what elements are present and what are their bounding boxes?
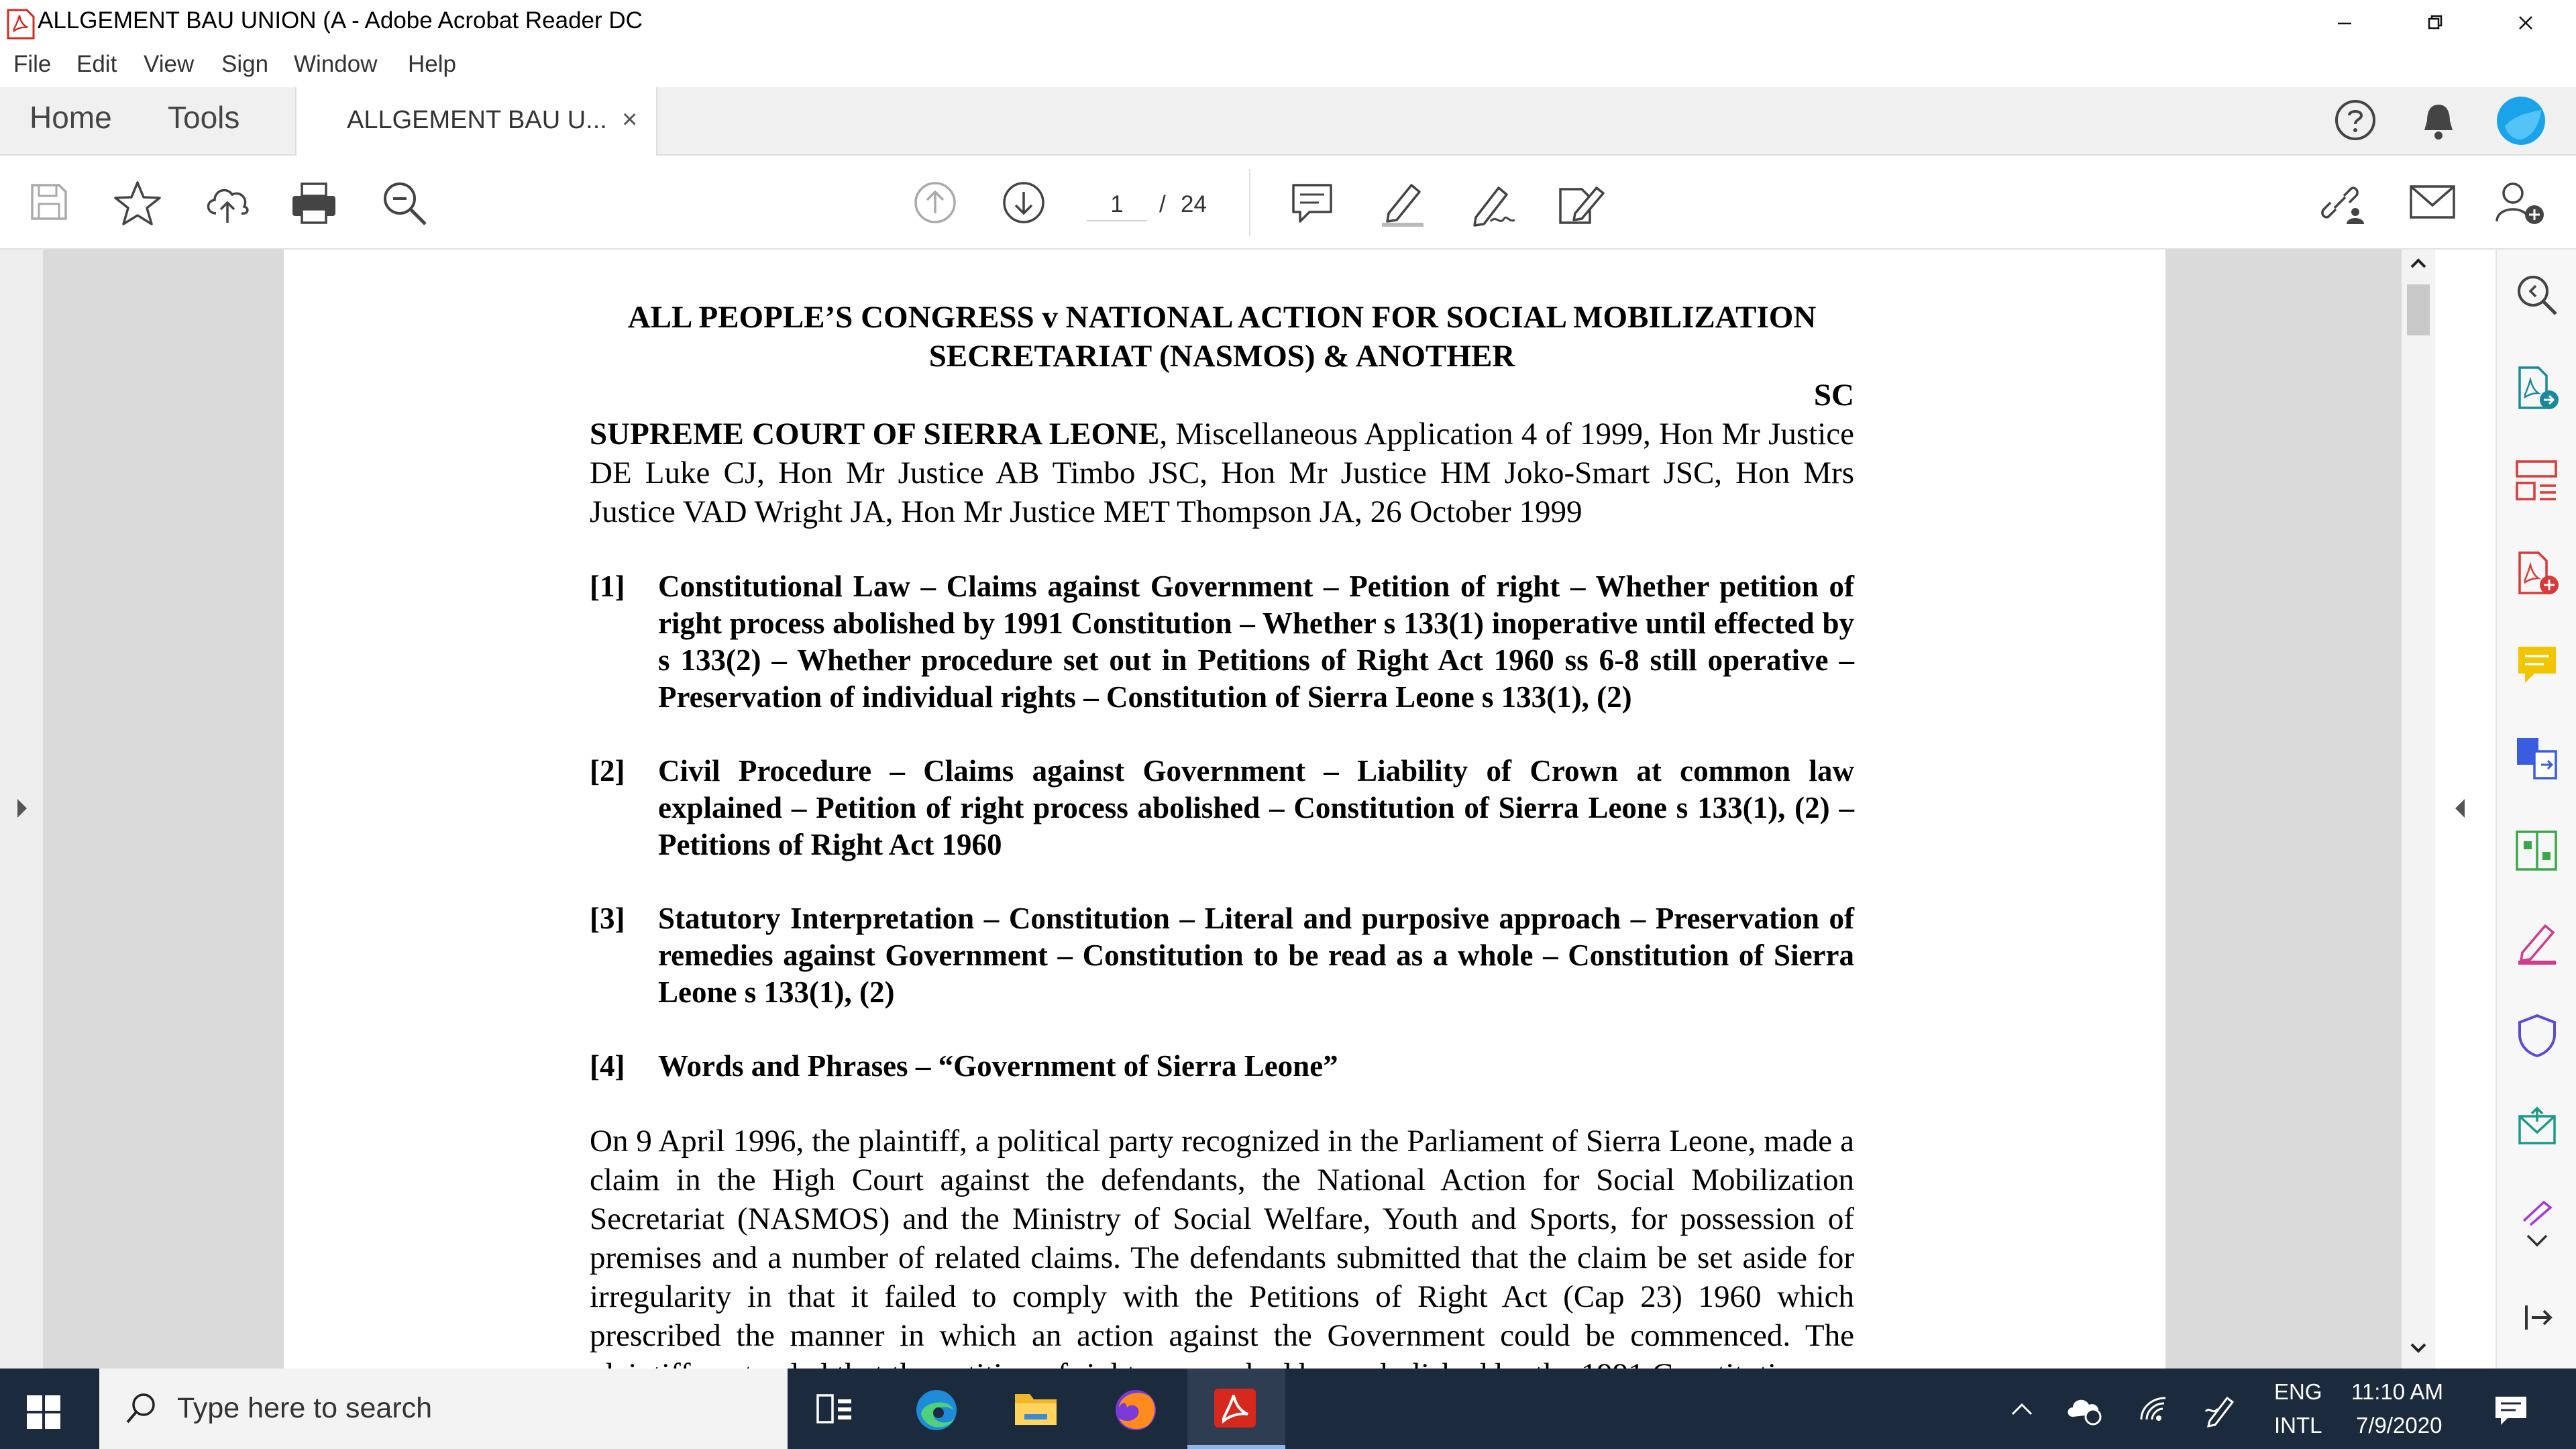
edge-browser-icon — [913, 1387, 960, 1433]
collapse-pane-icon[interactable] — [2514, 1297, 2560, 1338]
comment-icon[interactable] — [1289, 180, 1336, 227]
headnote-text: Civil Procedure – Claims against Government – Liability of Crown at common law explained – Petition of right process abolished – Constitution of Sierra Leone s 133(1), (2) – Petitions of Right Act 1960 — [658, 754, 1854, 861]
menu-view[interactable]: View — [144, 51, 195, 77]
clock-time[interactable]: 11:10 AM — [2351, 1379, 2443, 1404]
next-page-icon[interactable] — [1001, 180, 1046, 225]
help-icon[interactable] — [2332, 97, 2379, 144]
close-window-button[interactable] — [2496, 7, 2556, 40]
tab-home[interactable]: Home — [30, 100, 112, 135]
email-icon[interactable] — [2408, 182, 2457, 223]
collapse-right-pane-icon[interactable] — [2453, 796, 2467, 820]
share-link-icon[interactable] — [2314, 180, 2367, 227]
close-tab-button[interactable]: × — [622, 105, 638, 134]
combine-files-icon[interactable] — [2514, 735, 2560, 781]
headnote-number: [2] — [590, 754, 625, 788]
page-total: 24 — [1181, 191, 1207, 217]
menu-window[interactable]: Window — [294, 51, 378, 77]
show-hidden-icons-chevron-icon[interactable] — [2008, 1399, 2035, 1418]
page-content — [590, 298, 1854, 1394]
taskbar-file-explorer[interactable] — [988, 1368, 1086, 1449]
comment-tool-icon[interactable] — [2514, 643, 2560, 688]
input-language-line-1[interactable]: ENG — [2274, 1379, 2322, 1404]
previous-page-icon[interactable] — [912, 180, 958, 225]
expand-left-panel-icon[interactable] — [15, 796, 30, 820]
fill-sign-icon[interactable] — [1555, 178, 1606, 228]
menu-file[interactable]: File — [13, 51, 52, 77]
window-title: ALLGEMENT BAU UNION (A - Adobe Acrobat Reader DC — [38, 7, 643, 34]
headnote-text: Constitutional Law – Claims against Government – Petition of right – Whether petition of right process abolished by 1991 Constitution – Whether s 133(1) inoperative until effected by s 133(2) – Whether procedure set out in Petitions of Right Act 1960 ss 6-8 still operative – Preservation of individual rights – Constitution of Sierra Leone s 133(1), (2) — [658, 570, 1854, 714]
headnote-3 — [590, 900, 1854, 1011]
onedrive-sync-icon[interactable] — [2065, 1394, 2104, 1425]
scroll-down-arrow-icon[interactable] — [2407, 1338, 2430, 1358]
menu-edit[interactable]: Edit — [76, 51, 117, 77]
edit-pen-icon[interactable] — [2514, 1198, 2560, 1225]
headnote-2 — [590, 753, 1854, 863]
scrollbar-thumb[interactable] — [2407, 284, 2430, 335]
acrobat-reader-icon — [1212, 1387, 1258, 1430]
page-separator: / — [1159, 191, 1166, 217]
document-viewer[interactable] — [0, 250, 2496, 1368]
case-title-line-1: ALL PEOPLE’S CONGRESS v NATIONAL ACTION FOR SOCIAL MOBILIZATION — [627, 300, 1817, 335]
more-tools-chevron-icon[interactable] — [2514, 1230, 2560, 1250]
menu-bar — [0, 47, 2576, 87]
headnote-4 — [590, 1048, 1854, 1085]
taskbar-firefox[interactable] — [1088, 1368, 1186, 1449]
headnote-1 — [590, 568, 1854, 716]
wifi-network-icon[interactable] — [2137, 1393, 2171, 1425]
clock-date[interactable]: 7/9/2020 — [2356, 1413, 2443, 1438]
acrobat-app-icon — [5, 9, 35, 40]
send-for-review-icon[interactable] — [2514, 1106, 2560, 1151]
add-user-icon[interactable] — [2493, 178, 2546, 227]
headnote-number: [1] — [590, 570, 625, 603]
export-pdf-icon[interactable] — [2514, 365, 2560, 412]
upload-cloud-icon[interactable] — [203, 180, 252, 227]
highlight-pen-icon[interactable] — [1378, 178, 1428, 228]
taskbar-acrobat-reader[interactable] — [1187, 1368, 1285, 1449]
save-icon[interactable] — [27, 180, 71, 224]
headnote-text: Statutory Interpretation – Constitution – Literal and purposive approach – Preservation of remedies against Government – Constitution to be read as a whole – Constitution of Sierra Leone s 133(1), (2) — [658, 902, 1854, 1009]
tab-document[interactable] — [295, 87, 657, 156]
search-icon — [123, 1391, 158, 1426]
citation-court: SUPREME COURT OF SIERRA LEONE — [590, 417, 1160, 451]
headnote-number: [4] — [590, 1049, 625, 1083]
page-number-input[interactable]: 1 — [1087, 188, 1147, 221]
vertical-scrollbar[interactable] — [2402, 250, 2435, 1368]
menu-help[interactable]: Help — [408, 51, 456, 77]
pdf-page — [284, 250, 2165, 1368]
input-language-line-2[interactable]: INTL — [2274, 1413, 2322, 1438]
court-code: SC — [1813, 378, 1854, 413]
citation-details: , Miscellaneous Application 4 of 1999, Hon Mr Justice DE Luke CJ, Hon Mr Justice AB Timbo JSC, Hon Mr Justice HM Joko-Smart JSC, Hon Mrs Justice VAD Wright JA, Hon Mr Justice MET Thompson JA, 26 October 1999 — [590, 417, 1855, 529]
title-bar — [0, 0, 2576, 47]
windows-taskbar — [0, 1368, 2576, 1449]
pen-workspace-icon[interactable] — [2203, 1391, 2237, 1428]
folder-icon — [1012, 1387, 1059, 1430]
zoom-out-icon[interactable] — [380, 178, 429, 228]
tab-tools[interactable]: Tools — [168, 100, 240, 135]
bookmark-star-icon[interactable] — [113, 178, 162, 228]
compress-pdf-icon[interactable] — [2514, 828, 2560, 873]
headnote-text: Words and Phrases – “Government of Sierra Leone” — [658, 1049, 1338, 1083]
protect-shield-icon[interactable] — [2514, 1013, 2560, 1059]
tools-pane — [2496, 250, 2576, 1368]
close-icon — [2512, 7, 2539, 40]
organize-pages-icon[interactable] — [2514, 458, 2560, 503]
case-title-line-2: SECRETARIAT (NASMOS) & ANOTHER — [928, 339, 1515, 374]
action-center-notifications-icon[interactable] — [2493, 1394, 2529, 1428]
print-icon[interactable] — [290, 180, 338, 227]
body-paragraph: On 9 April 1996, the plaintiff, a political party recognized in the Parliament of Sierra Leone, made a claim in the High Court against the defendants, the National Action for Social Mobilization Secretariat (NASMOS) and the Ministry of Social Welfare, Youth and Sports, for possession of premises and a number of related claims. The defendants submitted that the claim be set aside for irregularity in that it failed to comply with the Petitions of Right Act (Cap 23) 1960 which prescribed the manner in which an action against the Government could be commenced. The — [590, 1124, 1854, 1353]
task-view-icon — [812, 1387, 857, 1430]
firefox-icon — [1112, 1387, 1159, 1433]
fill-and-sign-icon[interactable] — [2514, 920, 2560, 966]
headnote-number: [3] — [590, 902, 625, 935]
citation — [590, 415, 1854, 531]
notifications-bell-icon[interactable] — [2415, 98, 2462, 145]
restore-button[interactable] — [2405, 7, 2465, 40]
minimize-button[interactable] — [2314, 7, 2375, 40]
search-placeholder: Type here to search — [177, 1392, 433, 1424]
scroll-up-arrow-icon[interactable] — [2407, 254, 2430, 274]
zoom-in-icon[interactable] — [2514, 272, 2560, 318]
menu-sign[interactable]: Sign — [221, 51, 269, 77]
minimize-icon — [2331, 7, 2358, 40]
account-avatar-icon[interactable] — [2496, 95, 2546, 146]
sign-pen-icon[interactable] — [1466, 178, 1517, 228]
document-tab-label: ALLGEMENT BAU U... — [347, 106, 607, 134]
windows-start-icon[interactable] — [27, 1395, 60, 1429]
create-pdf-icon[interactable] — [2514, 550, 2560, 597]
taskbar-edge[interactable] — [889, 1368, 987, 1449]
toolbar — [0, 156, 2576, 250]
restore-icon — [2422, 7, 2449, 40]
toolbar-divider — [1249, 169, 1250, 236]
tab-bar — [0, 87, 2576, 156]
taskbar-search-box[interactable] — [99, 1368, 788, 1449]
task-view-button[interactable] — [788, 1368, 886, 1449]
